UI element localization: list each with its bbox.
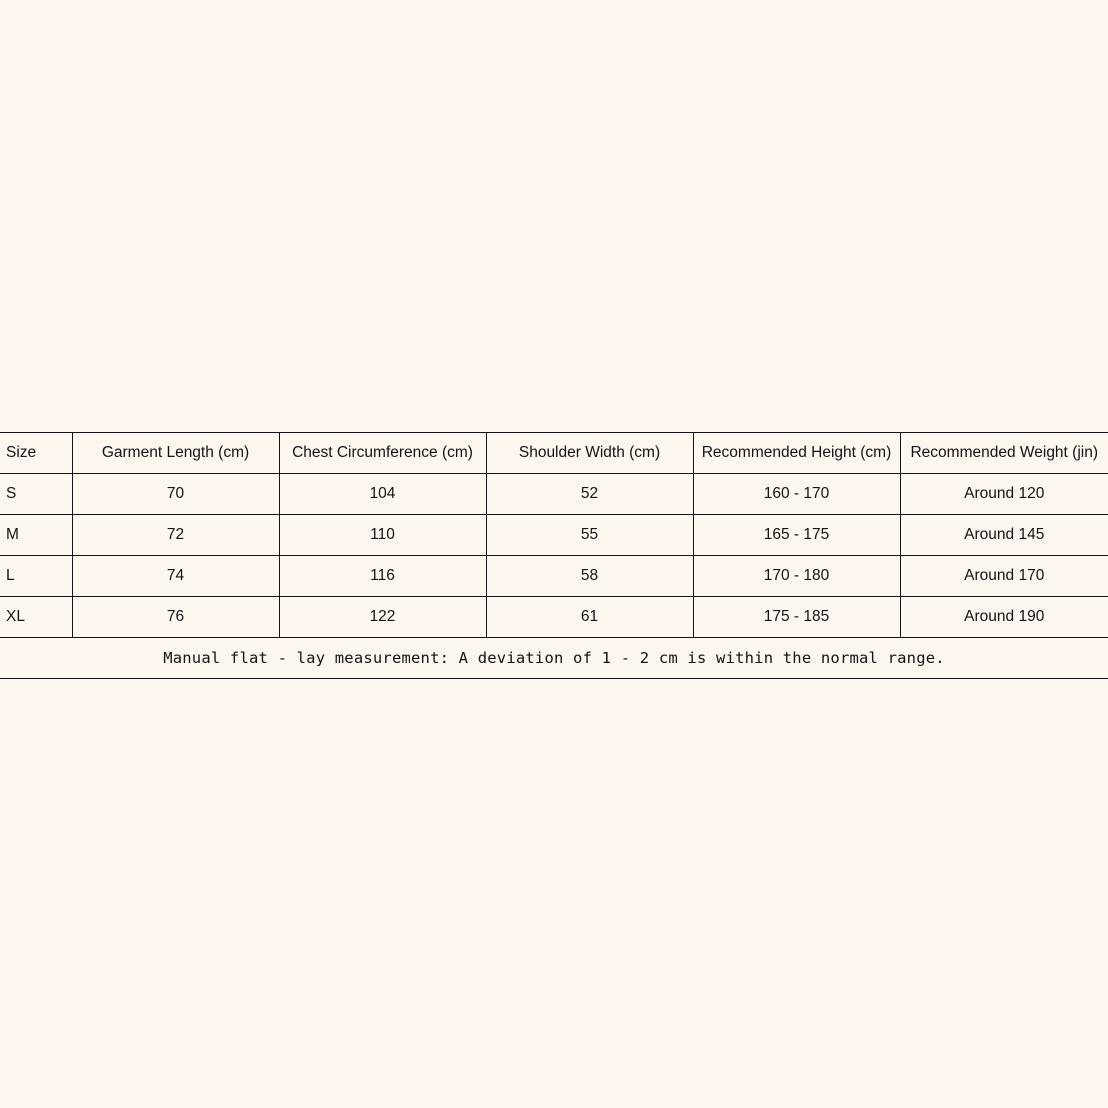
cell-recommended-height: 170 - 180	[693, 556, 900, 597]
cell-shoulder-width: 52	[486, 474, 693, 515]
column-header-shoulder-width: Shoulder Width (cm)	[486, 433, 693, 474]
cell-recommended-height: 175 - 185	[693, 597, 900, 638]
table-row	[0, 556, 1108, 597]
cell-garment-length: 72	[72, 515, 279, 556]
column-header-garment-length: Garment Length (cm)	[72, 433, 279, 474]
cell-chest-circumference: 122	[279, 597, 486, 638]
cell-chest-circumference: 116	[279, 556, 486, 597]
table-row	[0, 597, 1108, 638]
cell-shoulder-width: 55	[486, 515, 693, 556]
cell-shoulder-width: 58	[486, 556, 693, 597]
cell-size: S	[0, 474, 72, 515]
cell-garment-length: 76	[72, 597, 279, 638]
table-row	[0, 474, 1108, 515]
cell-chest-circumference: 104	[279, 474, 486, 515]
cell-recommended-height: 160 - 170	[693, 474, 900, 515]
cell-shoulder-width: 61	[486, 597, 693, 638]
cell-garment-length: 70	[72, 474, 279, 515]
table-note-row	[0, 638, 1108, 679]
column-header-size: Size	[0, 433, 72, 474]
column-header-recommended-weight: Recommended Weight (jin)	[900, 433, 1108, 474]
column-header-chest-circumference: Chest Circumference (cm)	[279, 433, 486, 474]
cell-recommended-height: 165 - 175	[693, 515, 900, 556]
cell-size: M	[0, 515, 72, 556]
cell-recommended-weight: Around 190	[900, 597, 1108, 638]
cell-chest-circumference: 110	[279, 515, 486, 556]
cell-recommended-weight: Around 145	[900, 515, 1108, 556]
table-row	[0, 515, 1108, 556]
measurement-note: Manual flat - lay measurement: A deviation of 1 - 2 cm is within the normal range.	[0, 638, 1108, 679]
cell-size: XL	[0, 597, 72, 638]
cell-recommended-weight: Around 170	[900, 556, 1108, 597]
table-header-row	[0, 433, 1108, 474]
size-chart-table	[0, 432, 1108, 679]
cell-recommended-weight: Around 120	[900, 474, 1108, 515]
size-chart-container	[0, 432, 1108, 679]
cell-size: L	[0, 556, 72, 597]
column-header-recommended-height: Recommended Height (cm)	[693, 433, 900, 474]
cell-garment-length: 74	[72, 556, 279, 597]
